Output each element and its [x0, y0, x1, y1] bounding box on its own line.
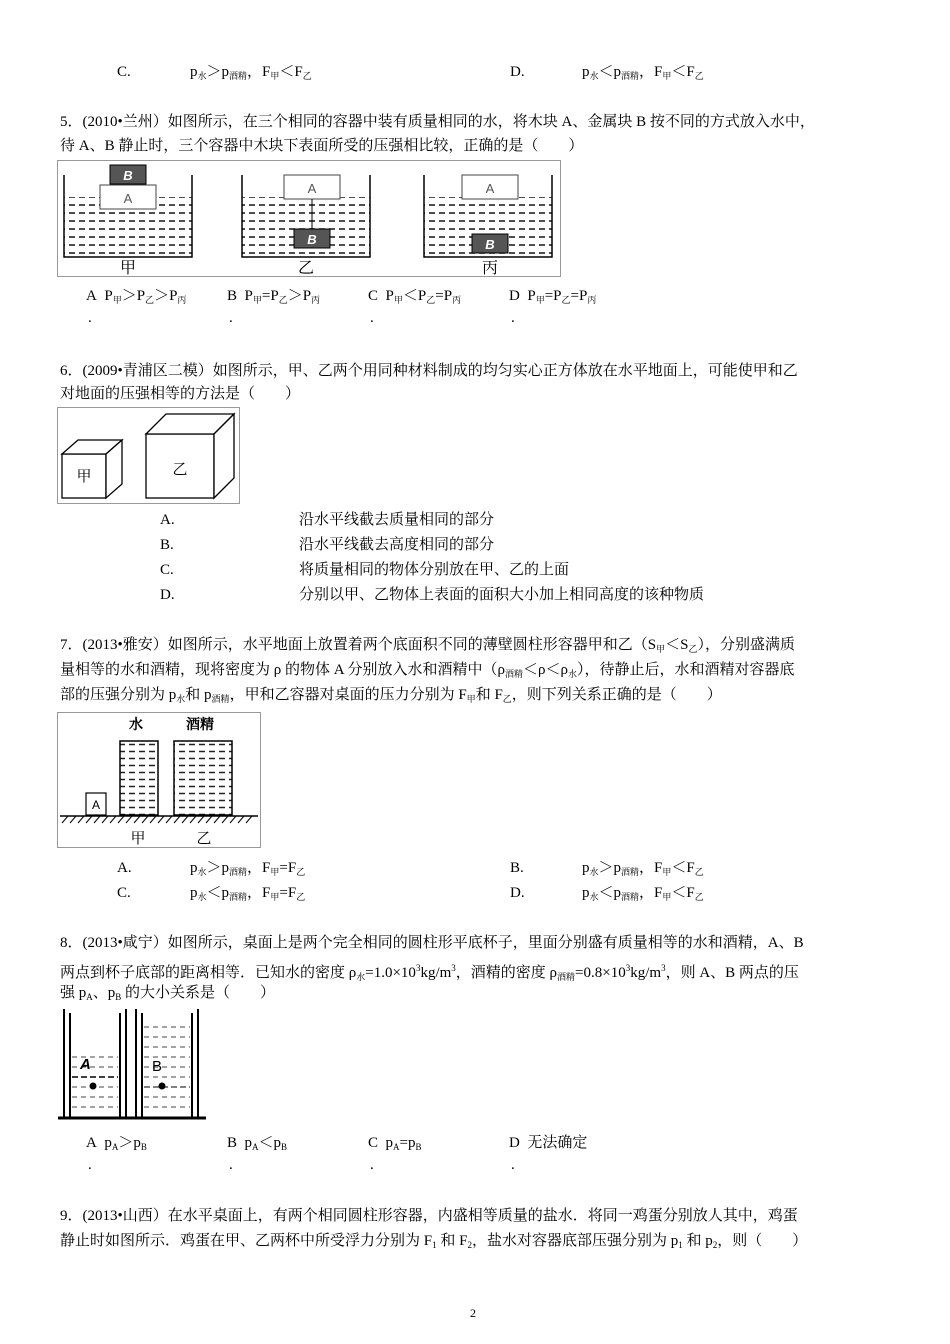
option-a[interactable]: A $P_甲>P_乙>P_丙$: [86, 288, 187, 305]
svg-text:A: A: [485, 181, 495, 196]
option-b[interactable]: B $p_A<p_B$: [227, 1135, 288, 1152]
option-d[interactable]: D 无法确定: [509, 1135, 588, 1151]
container-alcohol: [174, 741, 232, 815]
svg-text:甲: 甲: [130, 830, 146, 847]
cube-yi: [146, 414, 234, 498]
svg-text:A: A: [80, 1056, 91, 1073]
point-a: [90, 1083, 97, 1090]
option-c-label: C.: [117, 885, 131, 901]
svg-text:B: B: [485, 237, 495, 252]
option-text: $p_水<p_{酒精}$，$F_甲<F_乙$: [582, 64, 704, 81]
svg-text:B: B: [307, 232, 317, 247]
question-5-line-1: 5．(2010•兰州）如图所示，在三个相同的容器中装有质量相同的水，将木块 A、金属块 B 按不同的方式放入水中，: [60, 114, 815, 130]
svg-text:乙: 乙: [172, 461, 188, 478]
option-dot: .: [229, 1157, 233, 1173]
option-d-text[interactable]: 分别以甲、乙物体上表面的面积大小加上相同高度的该种物质: [299, 587, 705, 603]
option-b-text[interactable]: $p_水>p_{酒精}$，$F_甲<F_乙$: [582, 860, 704, 877]
question-6-figure: [57, 407, 240, 504]
svg-text:A: A: [91, 798, 101, 812]
option-a-label: A.: [160, 512, 175, 528]
option-dot: .: [511, 1157, 515, 1173]
cube-jia: [62, 440, 122, 498]
svg-text:B: B: [152, 1058, 163, 1075]
container-water: [120, 741, 158, 815]
question-7-line-2: 量相等的水和酒精，现将密度为 ρ 的物体 A 分别放入水和酒精中$(\rho_{酒精}<\rho<\rho_水)$，待静止后，水和酒精对容器底: [60, 662, 795, 679]
option-b-label: B.: [160, 537, 174, 553]
question-8-line-1: 8．(2013•咸宁）如图所示，桌面上是两个完全相同的圆柱形平底杯子，里面分别盛有质量相等的水和酒精，A、B: [60, 935, 804, 951]
container-yi: [242, 175, 370, 277]
option-a[interactable]: A $p_A>p_B$: [86, 1135, 147, 1152]
question-7-figure: [57, 712, 261, 848]
svg-text:水: 水: [129, 716, 143, 732]
svg-text:甲: 甲: [76, 468, 92, 485]
question-9-line-2: 静止时如图所示．鸡蛋在甲、乙两杯中所受浮力分别为 $F_1$ 和 $F_2$，盐水对容器底部压强分别为 $p_1$ 和 $p_2$，则（ ）: [60, 1233, 808, 1250]
question-9-line-1: 9．(2013•山西）在水平桌面上，有两个相同圆柱形容器，内盛相等质量的盐水．将同一鸡蛋分别放人其中，鸡蛋: [60, 1208, 798, 1224]
option-label: D.: [510, 64, 525, 80]
option-a-label: A.: [117, 860, 132, 876]
option-b-label: B.: [510, 860, 524, 876]
question-7-line-3: 部的压强分别为 $p_水$和 $p_{酒精}$，甲和乙容器对桌面的压力分别为 $F_甲$和 $F_乙$，则下列关系正确的是（ ）: [60, 687, 722, 704]
option-b[interactable]: B $P_甲=P_乙>P_丙$: [227, 288, 321, 305]
svg-text:B: B: [123, 168, 133, 183]
option-dot: .: [88, 310, 92, 326]
option-dot: .: [511, 310, 515, 326]
option-a-text[interactable]: 沿水平线截去质量相同的部分: [299, 512, 495, 528]
option-a-text[interactable]: $p_水>p_{酒精}$，$F_甲=F_乙$: [190, 860, 306, 877]
option-dot: .: [370, 1157, 374, 1173]
option-text: $p_水>p_{酒精}$，$F_甲<F_乙$: [190, 64, 312, 81]
option-d-text[interactable]: $p_水<p_{酒精}$，$F_甲<F_乙$: [582, 885, 704, 902]
svg-text:乙: 乙: [196, 830, 212, 847]
option-dot: .: [370, 310, 374, 326]
svg-text:A: A: [307, 181, 317, 196]
question-8-figure: [56, 1007, 208, 1125]
question-5-line-2: 待 A、B 静止时，三个容器中木块下表面所受的压强相比较，正确的是（ ）: [60, 138, 584, 154]
option-c-text[interactable]: $p_水<p_{酒精}$，$F_甲=F_乙$: [190, 885, 306, 902]
option-d-label: D.: [510, 885, 525, 901]
question-6-line-1: 6．(2009•青浦区二模）如图所示，甲、乙两个用同种材料制成的均匀实心正方体放在水平地面上，可能使甲和乙: [60, 363, 798, 379]
option-b-text[interactable]: 沿水平线截去高度相同的部分: [299, 537, 495, 553]
question-8-line-2: 两点到杯子底部的距离相等．已知水的密度 $\rho_水=1.0\times 10^3kg/m^3$，酒精的密度 $\rho_{酒精}=0.8\times 10^3kg/m^3$，则 A、B 两点的压: [60, 963, 799, 982]
question-6-line-2: 对地面的压强相等的方法是（ ）: [60, 386, 301, 402]
label-jia: 甲: [119, 260, 137, 277]
svg-text:A: A: [123, 191, 133, 206]
option-c-text[interactable]: 将质量相同的物体分别放在甲、乙的上面: [299, 562, 570, 578]
container-jia: [64, 165, 192, 277]
option-d-label: D.: [160, 587, 175, 603]
question-8-line-3: 强 $p_A$、$p_B$ 的大小关系是（ ）: [60, 985, 276, 1002]
point-b: [159, 1083, 166, 1090]
svg-text:酒精: 酒精: [186, 716, 214, 732]
option-dot: .: [88, 1157, 92, 1173]
option-label: C.: [117, 64, 131, 80]
option-dot: .: [229, 310, 233, 326]
question-7-line-1: 7．(2013•雅安）如图所示，水平地面上放置着两个底面积不同的薄壁圆柱形容器甲和乙$(S_甲<S_乙)$，分别盛满质: [60, 637, 795, 654]
container-bing: [424, 175, 552, 277]
option-d[interactable]: D $P_甲=P_乙=P_丙$: [509, 288, 597, 305]
label-bing: 丙: [481, 260, 499, 277]
label-yi: 乙: [297, 260, 315, 277]
page-number: 2: [470, 1306, 476, 1320]
option-c-label: C.: [160, 562, 174, 578]
question-5-figure: [57, 160, 561, 277]
option-c[interactable]: C $P_甲<P_乙=P_丙$: [368, 288, 462, 305]
option-c[interactable]: C $p_A=p_B$: [368, 1135, 422, 1152]
